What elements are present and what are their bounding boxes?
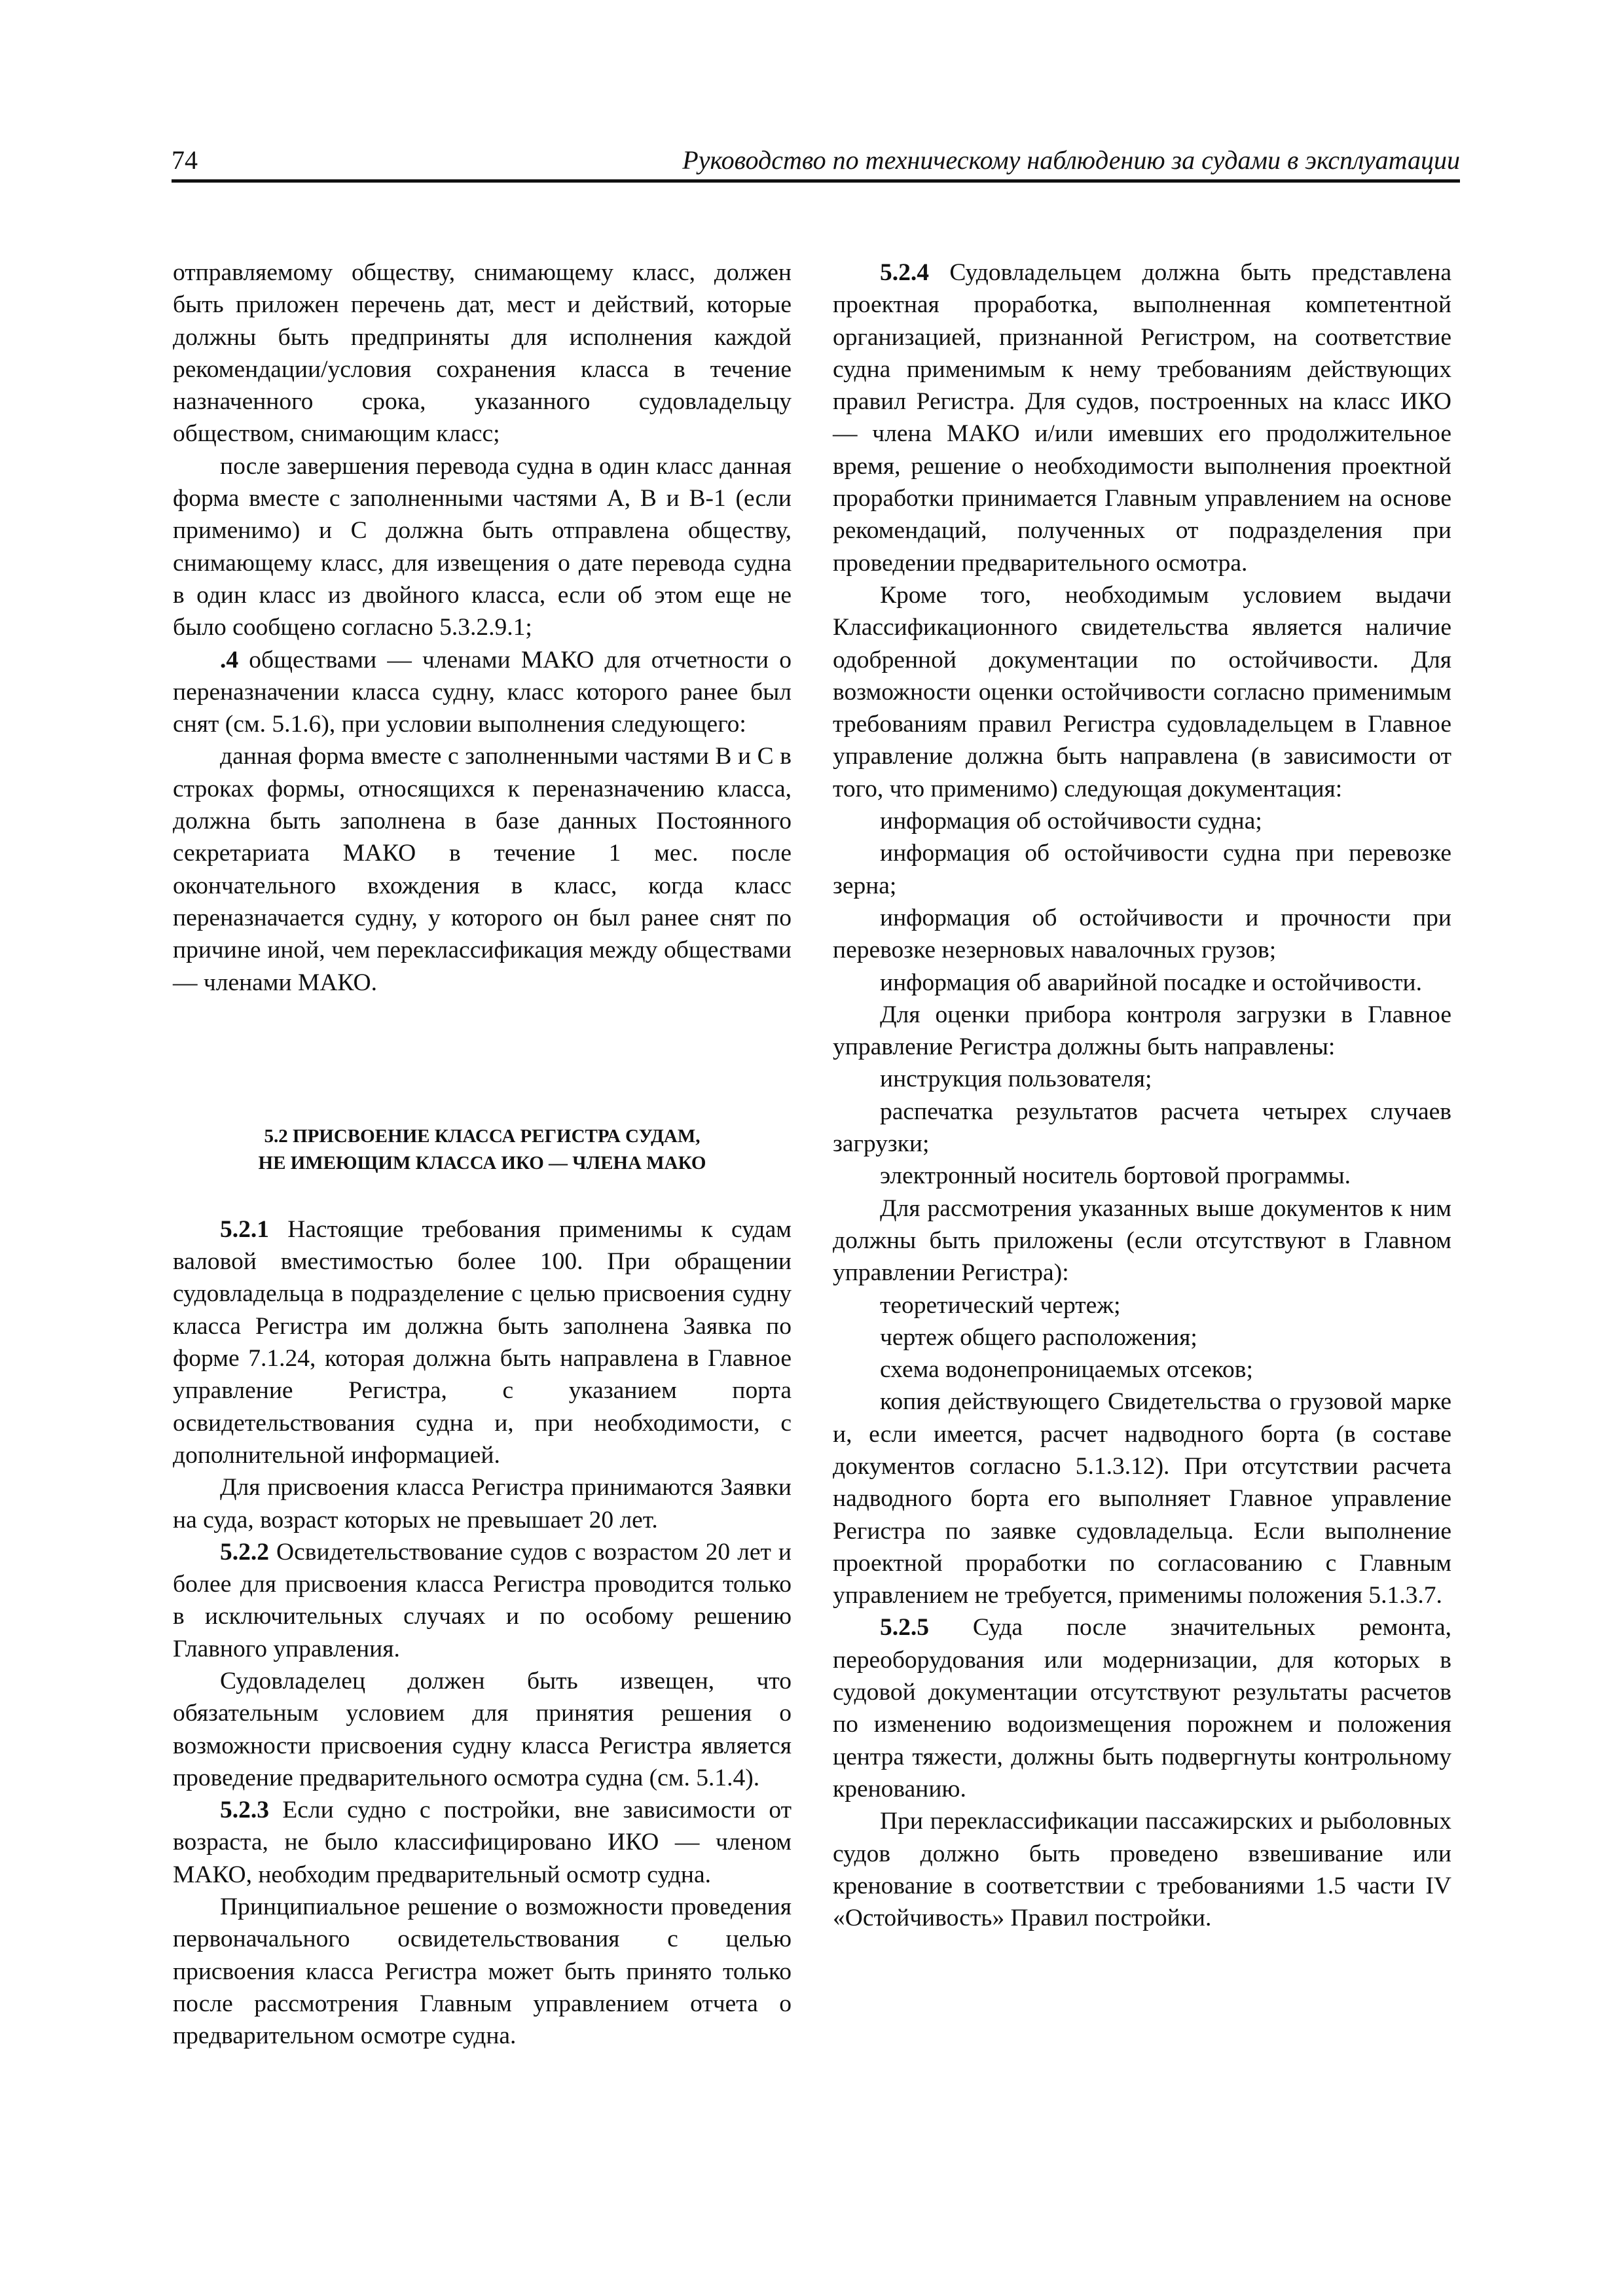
paragraph: данная форма вместе с заполненными частями В и С в строках формы, относящихся к переназначению класса, должна быть заполнена в базе данных Постоянного секретариата МАКО в течение 1 мес. после окончательного вхождения в класс, когда класс переназначается судну, у которого он был ранее снят по причине иной, чем переклассификация между обществами — членами МАКО. — [173, 743, 792, 996]
paragraph: Для присвоения класса Регистра принимаются Заявки на суда, возраст которых не превышает 20 лет. — [173, 1474, 792, 1534]
paragraph: Принципиальное решение о возможности проведения первоначального освидетельствования с целью присвоения класса Регистра может быть принято только после рассмотрения Главным управлением отчета о предварительном осмотре судна. — [173, 1893, 792, 2050]
section-heading — [173, 1123, 792, 1177]
paragraph — [173, 1536, 792, 1665]
list-item: информация об аварийной посадке и остойчивости. — [880, 969, 1423, 996]
list-item: теоретический чертеж; — [880, 1291, 1121, 1319]
list-item: информация об остойчивости судна при перевозке зерна; — [833, 840, 1451, 899]
paragraph-text: Судовладельцем должна быть представлена проектная проработка, выполненная компетентной организацией, признанной Регистром, на соответствие судна применимым к нему требованиям действующих правил Регистра. Для судов, построенных на класс ИКО — члена МАКО и/или имевших его продолжительное время, решение о необходимости выполнения проектной проработки принимается Главным управлением на основе рекомендаций, полученных от подразделения при проведении предварительного осмотра. — [833, 259, 1451, 577]
clause-number: 5.2.1 — [220, 1215, 269, 1243]
paragraph: Судовладелец должен быть извещен, что обязательным условием для принятия решения о возможности присвоения судну класса Регистра является проведение предварительного осмотра судна (см. 5.1.4). — [173, 1667, 792, 1791]
list-item: чертеж общего расположения; — [880, 1323, 1197, 1351]
paragraph: Кроме того, необходимым условием выдачи Классификационного свидетельства является наличие одобренной документации по остойчивости. Для возможности оценки остойчивости согласно применимым требованиям правил Регистра судовладельцем в Главное управление должна быть направлена (в зависимости от того, что применимо) следующая документация: — [833, 581, 1451, 802]
section-heading-line: 5.2 ПРИСВОЕНИЕ КЛАССА РЕГИСТРА СУДАМ, — [264, 1125, 701, 1147]
running-title: Руководство по техническому наблюдению за судами в эксплуатации — [682, 145, 1460, 175]
paragraph — [173, 644, 792, 741]
paragraph-text: обществами — членами МАКО для отчетности о переназначении класса судну, класс которого ранее был снят (см. 5.1.6), при условии выполнения следующего: — [173, 646, 792, 738]
list-item: схема водонепроницаемых отсеков; — [880, 1356, 1253, 1384]
list-item: распечатка результатов расчета четырех случаев загрузки; — [833, 1098, 1451, 1158]
list-item: информация об остойчивости и прочности при перевозке незерновых навалочных грузов; — [833, 904, 1451, 964]
paragraph: после завершения перевода судна в один класс данная форма вместе с заполненными частями А, В и В-1 (если применимо) и С должна быть отправлена обществу, снимающему класс, для извещения о дате перевода судна в один класс из двойного класса, если об этом еще не было сообщено согласно 5.3.2.9.1; — [173, 452, 792, 641]
paragraph: отправляемому обществу, снимающему класс, должен быть приложен перечень дат, мест и действий, которые должны быть предприняты для исполнения каждой рекомендации/условия сохранения класса в течение назначенного срока, указанного судовладельцу обществом, снимающим класс; — [173, 259, 792, 448]
paragraph: копия действующего Свидетельства о грузовой марке и, если имеется, расчет надводного борта (в составе документов согласно 5.1.3.12). При отсутствии расчета надводного борта его выполняет Главное управление Регистра по заявке судовладельца. Если выполнение проектной проработки по согласованию с Главным управлением не требуется, применимы положения 5.1.3.7. — [833, 1388, 1451, 1609]
page-header — [172, 145, 1460, 183]
right-column — [833, 257, 1451, 1934]
paragraph — [833, 1611, 1451, 1805]
paragraph-text: Суда после значительных ремонта, переоборудования или модернизации, для которых в судовой документации отсутствуют результаты расчетов по изменению водоизмещения порожнем и положения центра тяжести, должны быть подвергнуты контрольному кренованию. — [833, 1614, 1451, 1803]
clause-number: 5.2.2 — [220, 1538, 269, 1566]
page-number: 74 — [172, 145, 198, 175]
list-item: электронный носитель бортовой программы. — [880, 1162, 1351, 1190]
section-heading-line: НЕ ИМЕЮЩИМ КЛАССА ИКО — ЧЛЕНА МАКО — [258, 1152, 706, 1174]
clause-number: 5.2.5 — [880, 1614, 929, 1641]
left-column — [173, 257, 792, 2053]
clause-number: 5.2.3 — [220, 1797, 269, 1824]
paragraph: Для оценки прибора контроля загрузки в Главное управление Регистра должны быть направлены: — [833, 1001, 1451, 1061]
paragraph: Для рассмотрения указанных выше документов к ним должны быть приложены (если отсутствуют в Главном управлении Регистра): — [833, 1194, 1451, 1287]
list-item: информация об остойчивости судна; — [880, 808, 1262, 835]
paragraph: При переклассификации пассажирских и рыболовных судов должно быть проведено взвешивание или кренование в соответствии с требованиями 1.5 части IV «Остойчивость» Правил постройки. — [833, 1808, 1451, 1932]
paragraph-text: Освидетельствование судов с возрастом 20 лет и более для присвоения класса Регистра проводится только в исключительных случаях и по особому решению Главного управления. — [173, 1538, 792, 1662]
paragraph — [173, 1794, 792, 1891]
paragraph-text: Настоящие требования применимы к судам валовой вместимостью более 100. При обращении судовладельца в подразделение с целью присвоения судну класса Регистра им должна быть заполнена Заявка по форме 7.1.24, которая должна быть направлена в Главное управление Регистра, с указанием порта освидетельствования судна и, при необходимости, с дополнительной информацией. — [173, 1215, 792, 1469]
clause-number: 5.2.4 — [880, 259, 929, 286]
paragraph-text: Если судно с постройки, вне зависимости от возраста, не было классифицировано ИКО — членом МАКО, необходим предварительный осмотр судна. — [173, 1797, 792, 1888]
item-number: .4 — [220, 646, 239, 673]
list-item: инструкция пользователя; — [880, 1066, 1152, 1093]
paragraph — [833, 257, 1451, 579]
paragraph — [173, 1213, 792, 1471]
